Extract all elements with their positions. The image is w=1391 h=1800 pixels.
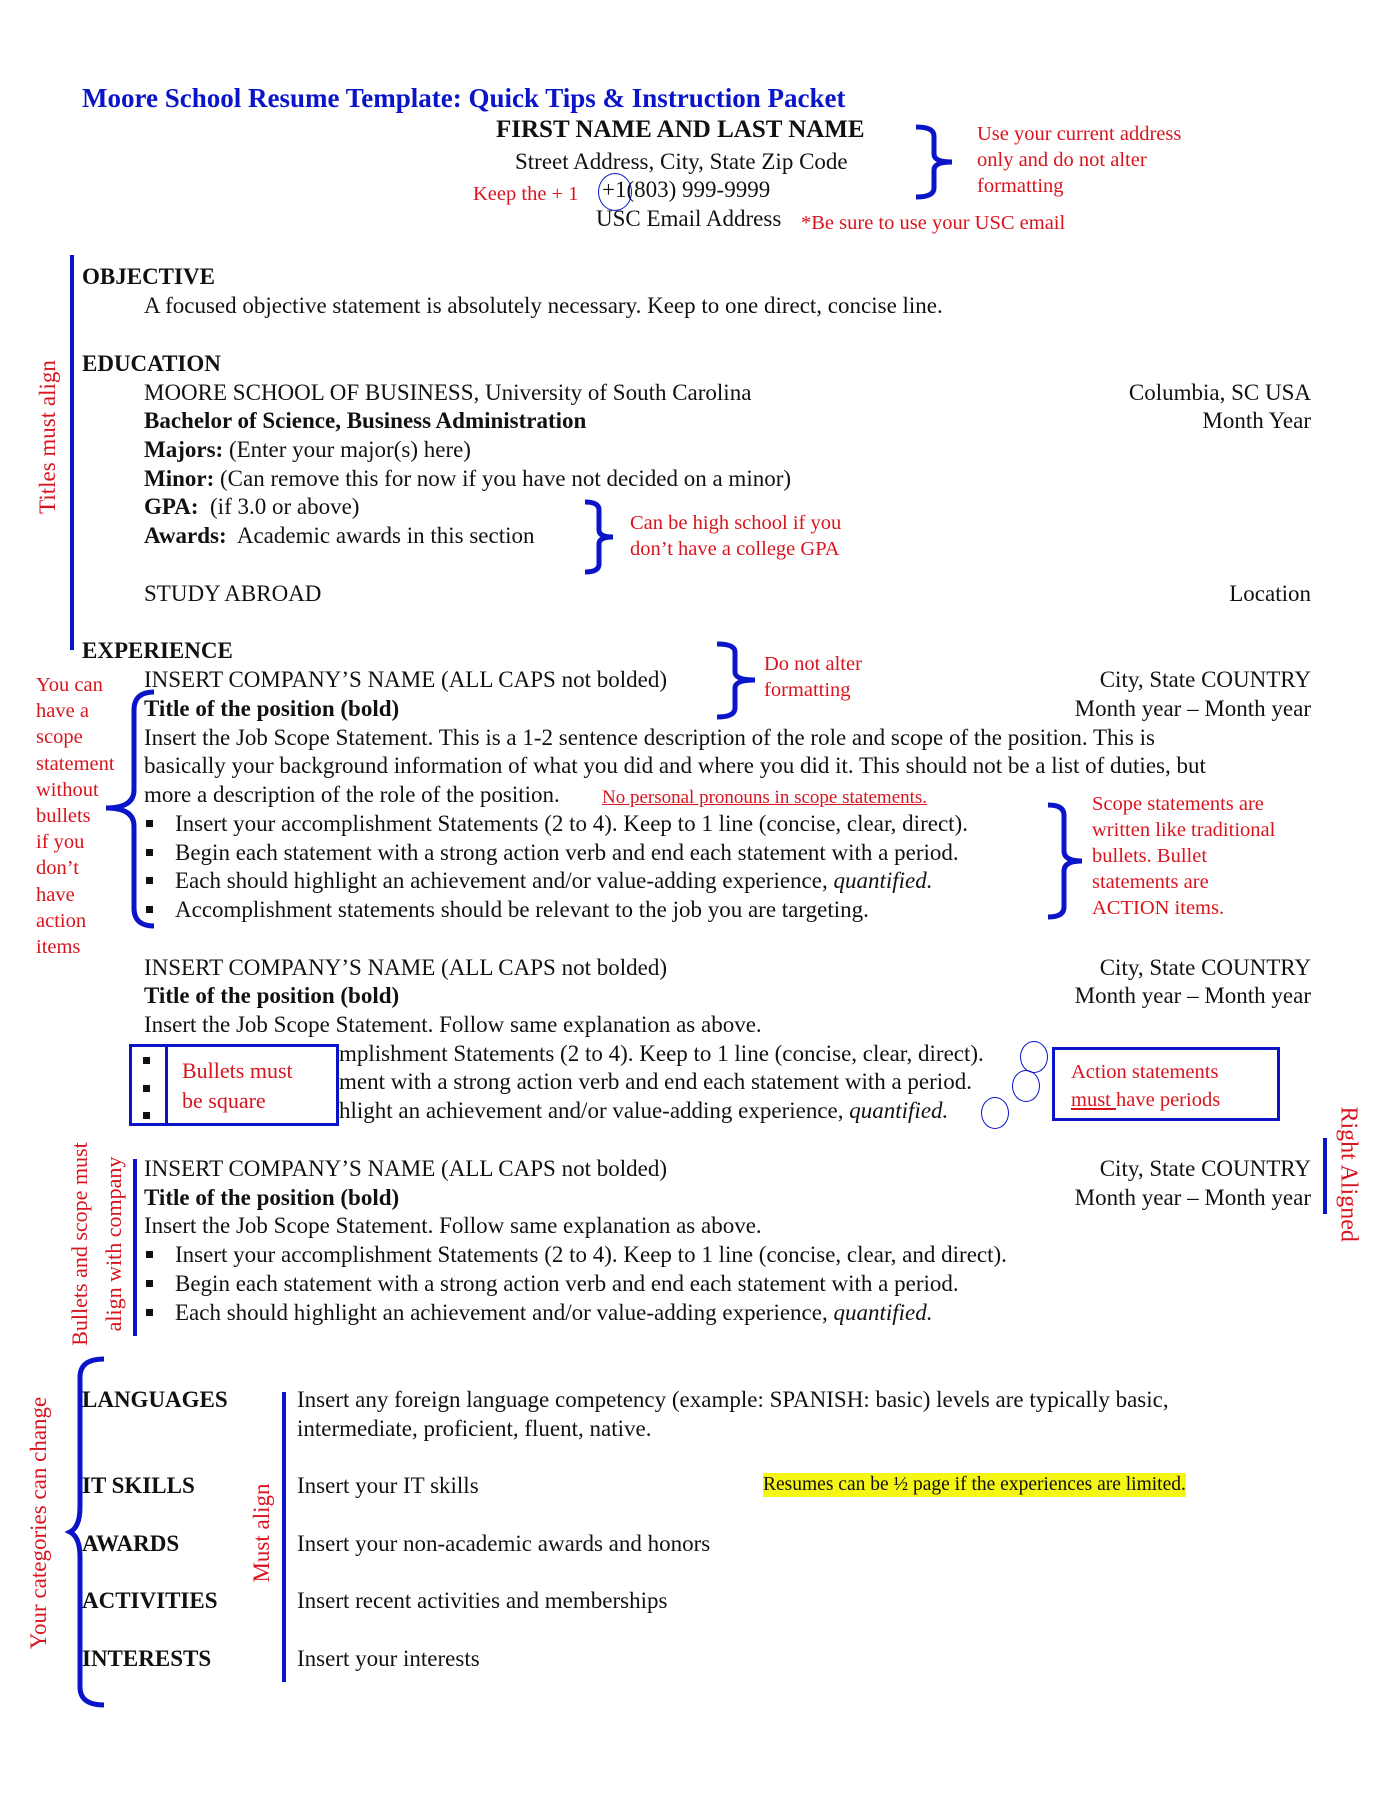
bullet-text: Accomplishment statements should be relevant to the job you are targeting. bbox=[175, 897, 869, 922]
align-line bbox=[133, 1159, 137, 1336]
bullets-square-note bbox=[182, 1056, 293, 1116]
study-abroad: STUDY ABROAD bbox=[144, 581, 322, 606]
quantified-text: quantified. bbox=[849, 1098, 949, 1123]
square-bullet-icon bbox=[143, 1057, 150, 1064]
note-line: Do not alter bbox=[764, 653, 862, 675]
section-heading-activities: ACTIVITIES bbox=[82, 1588, 218, 1613]
categories-change-note: Your categories can change bbox=[26, 1396, 51, 1650]
scope-without-bullets-note bbox=[36, 672, 115, 960]
align-line bbox=[70, 255, 74, 650]
section-heading-experience: EXPERIENCE bbox=[82, 638, 233, 663]
scope-line: basically your background information of what you did and where you did it. This should not be a list of duties, but bbox=[144, 753, 1206, 778]
section-heading-languages: LANGUAGES bbox=[82, 1387, 228, 1412]
note-line: don’t have a college GPA bbox=[630, 538, 840, 560]
section-heading-it-skills: IT SKILLS bbox=[82, 1473, 195, 1498]
quantified-text: quantified. bbox=[833, 1300, 933, 1325]
position-title: Title of the position (bold) bbox=[144, 1185, 400, 1210]
action-periods-callout bbox=[1052, 1047, 1280, 1121]
minor-value: (Can remove this for now if you have not decided on a minor) bbox=[214, 466, 792, 491]
note-line: formatting bbox=[977, 175, 1064, 197]
must-text: must bbox=[1071, 1089, 1116, 1111]
note-line: Bullets must bbox=[182, 1058, 293, 1083]
brace-icon bbox=[1046, 803, 1086, 921]
job-dates: Month year – Month year bbox=[1074, 983, 1311, 1008]
objective-text: A focused objective statement is absolutely necessary. Keep to one direct, concise line. bbox=[144, 293, 943, 318]
bullet-text-part: hlight an achievement and/or value-adding experience, bbox=[339, 1098, 850, 1123]
position-title: Title of the position (bold) bbox=[144, 696, 400, 721]
graduation-date: Month Year bbox=[1202, 408, 1311, 433]
section-heading-objective: OBJECTIVE bbox=[82, 264, 215, 289]
brace-icon bbox=[583, 500, 618, 575]
gpa bbox=[144, 493, 359, 521]
minor bbox=[144, 465, 791, 493]
bullet-item bbox=[144, 1299, 933, 1327]
bullet-text: Begin each statement with a strong action verb and end each statement with a period. bbox=[175, 840, 959, 865]
job-location: City, State COUNTRY bbox=[1099, 955, 1311, 980]
school-location: Columbia, SC USA bbox=[1128, 380, 1311, 405]
gpa-label: GPA: bbox=[144, 494, 199, 519]
bullet-item bbox=[144, 896, 869, 924]
must-align-note: Must align bbox=[249, 1483, 274, 1583]
awards-text: Insert your non-academic awards and honors bbox=[297, 1531, 711, 1556]
note-line: only and do not alter bbox=[977, 149, 1147, 171]
note-line: Scope statements are bbox=[1092, 793, 1264, 815]
activities-text: Insert recent activities and memberships bbox=[297, 1588, 668, 1613]
bullet-text: Each should highlight an achievement and/or value-adding experience, bbox=[175, 868, 834, 893]
period-circle bbox=[1012, 1070, 1040, 1102]
note-line: written like traditional bbox=[1092, 819, 1276, 841]
bullet-text bbox=[339, 1097, 948, 1125]
bullet-text: Insert your accomplishment Statements (2 to 4). Keep to 1 line (concise, clear, and direct). bbox=[175, 1242, 1007, 1267]
square-bullet-icon bbox=[143, 1112, 150, 1119]
note-line: Use your current address bbox=[977, 123, 1182, 145]
awards bbox=[144, 522, 535, 550]
note-line: without bbox=[36, 778, 99, 801]
company-name: INSERT COMPANY’S NAME (ALL CAPS not bolded) bbox=[144, 667, 667, 692]
study-abroad-location: Location bbox=[1229, 581, 1311, 606]
note-line: Action statements bbox=[1071, 1061, 1219, 1083]
job-dates: Month year – Month year bbox=[1074, 696, 1311, 721]
brace-icon bbox=[914, 124, 959, 200]
scope-like-bullets-note bbox=[1092, 791, 1275, 921]
usc-email-note: *Be sure to use your USC email bbox=[801, 212, 1066, 234]
bullet-text: Begin each statement with a strong action verb and end each statement with a period. bbox=[175, 1271, 959, 1296]
gpa-note bbox=[630, 510, 841, 562]
do-not-alter-note bbox=[764, 651, 862, 703]
bullets-square-callout bbox=[129, 1044, 339, 1126]
bullet-text: ment with a strong action verb and end each statement with a period. bbox=[339, 1069, 972, 1094]
section-heading-awards: AWARDS bbox=[82, 1531, 180, 1556]
note-line: don’t bbox=[36, 857, 79, 880]
resume-name: FIRST NAME AND LAST NAME bbox=[496, 116, 865, 143]
job-location: City, State COUNTRY bbox=[1099, 1156, 1311, 1181]
note-line: if you bbox=[36, 831, 85, 854]
note-line: Bullets and scope must bbox=[67, 1142, 92, 1346]
bullets-scope-align-note bbox=[63, 1119, 131, 1369]
note-line: formatting bbox=[764, 679, 851, 701]
languages-text: Insert any foreign language competency (example: SPANISH: basic) levels are typically basic, bbox=[297, 1387, 1169, 1412]
languages-text: intermediate, proficient, fluent, native. bbox=[297, 1416, 652, 1441]
scope-line: Insert the Job Scope Statement. This is a 1-2 sentence description of the role and scope of the position. This is bbox=[144, 725, 1155, 750]
quantified-text: quantified. bbox=[833, 868, 933, 893]
scope-line: Insert the Job Scope Statement. Follow same explanation as above. bbox=[144, 1012, 762, 1037]
interests-text: Insert your interests bbox=[297, 1646, 480, 1671]
majors bbox=[144, 436, 471, 464]
bullets-box bbox=[132, 1047, 168, 1123]
bullet-item bbox=[144, 867, 933, 895]
resume-email: USC Email Address bbox=[596, 206, 782, 231]
bullet-item bbox=[144, 810, 968, 838]
scope-line: more a description of the role of the position. bbox=[144, 782, 560, 807]
period-circle bbox=[1020, 1041, 1048, 1073]
degree: Bachelor of Science, Business Administration bbox=[144, 408, 587, 433]
note-line: action bbox=[36, 909, 87, 932]
period-circle bbox=[981, 1097, 1009, 1129]
note-line: Can be high school if you bbox=[630, 512, 842, 534]
bullet-text: Insert your accomplishment Statements (2 to 4). Keep to 1 line (concise, clear, direct). bbox=[175, 811, 968, 836]
align-line bbox=[282, 1392, 286, 1682]
note-line: have a bbox=[36, 700, 89, 723]
phone-number: (803) 999-9999 bbox=[626, 177, 771, 202]
note-line: align with company bbox=[101, 1156, 126, 1332]
note-line: ACTION items. bbox=[1092, 897, 1225, 919]
it-skills-text: Insert your IT skills bbox=[297, 1473, 479, 1498]
address-note bbox=[977, 121, 1181, 199]
bullet-text: Each should highlight an achievement and/or value-adding experience, bbox=[175, 1300, 834, 1325]
minor-label: Minor: bbox=[144, 466, 215, 491]
school-name: MOORE SCHOOL OF BUSINESS, University of South Carolina bbox=[144, 380, 752, 405]
half-page-note: Resumes can be ½ page if the experiences are limited. bbox=[763, 1474, 1186, 1495]
scope-line: Insert the Job Scope Statement. Follow same explanation as above. bbox=[144, 1213, 762, 1238]
square-bullet-icon bbox=[146, 1251, 153, 1258]
phone-prefix: +1 bbox=[602, 177, 627, 202]
section-heading-education: EDUCATION bbox=[82, 351, 221, 376]
awards-value: Academic awards in this section bbox=[226, 523, 535, 548]
note-line: bullets. Bullet bbox=[1092, 845, 1208, 867]
note-line: You can bbox=[36, 674, 103, 696]
square-bullet-icon bbox=[146, 1280, 153, 1287]
company-name: INSERT COMPANY’S NAME (ALL CAPS not bolded) bbox=[144, 1156, 667, 1181]
no-pronouns-note bbox=[602, 785, 927, 811]
majors-value: (Enter your major(s) here) bbox=[223, 437, 471, 462]
gpa-value: (if 3.0 or above) bbox=[198, 494, 360, 519]
note-line bbox=[1071, 1086, 1220, 1114]
note-line: statement bbox=[36, 752, 115, 775]
note-line: bullets bbox=[36, 805, 91, 828]
section-heading-interests: INTERESTS bbox=[82, 1646, 212, 1671]
job-dates: Month year – Month year bbox=[1074, 1185, 1311, 1210]
right-aligned-note: Right Aligned bbox=[1335, 1106, 1362, 1242]
company-name: INSERT COMPANY’S NAME (ALL CAPS not bolded) bbox=[144, 955, 667, 980]
awards-label: Awards: bbox=[144, 523, 227, 548]
keep-plus-one-note: Keep the + 1 bbox=[473, 183, 579, 205]
bullet-item bbox=[144, 839, 959, 867]
bullet-item bbox=[144, 1241, 1007, 1269]
titles-align-note: Titles must align bbox=[35, 360, 60, 514]
note-line: have bbox=[36, 883, 75, 906]
action-periods-note bbox=[1071, 1058, 1220, 1114]
position-title: Title of the position (bold) bbox=[144, 983, 400, 1008]
bullet-text: mplishment Statements (2 to 4). Keep to 1 line (concise, clear, direct). bbox=[339, 1041, 984, 1066]
note-line: scope bbox=[36, 726, 83, 749]
page-title: Moore School Resume Template: Quick Tips & Instruction Packet bbox=[82, 83, 846, 113]
majors-label: Majors: bbox=[144, 437, 224, 462]
job-location: City, State COUNTRY bbox=[1099, 667, 1311, 692]
note-line: statements are bbox=[1092, 871, 1209, 893]
note-line: items bbox=[36, 936, 81, 959]
bullet-item bbox=[144, 1270, 959, 1298]
resume-address: Street Address, City, State Zip Code bbox=[515, 149, 848, 174]
square-bullet-icon bbox=[146, 1309, 153, 1316]
note-text: have periods bbox=[1116, 1089, 1221, 1111]
align-line bbox=[1323, 1138, 1327, 1214]
square-bullet-icon bbox=[143, 1085, 150, 1092]
brace-icon bbox=[715, 642, 760, 720]
note-line: be square bbox=[182, 1088, 266, 1113]
note-text: No personal pronouns in scope statements. bbox=[602, 787, 928, 808]
